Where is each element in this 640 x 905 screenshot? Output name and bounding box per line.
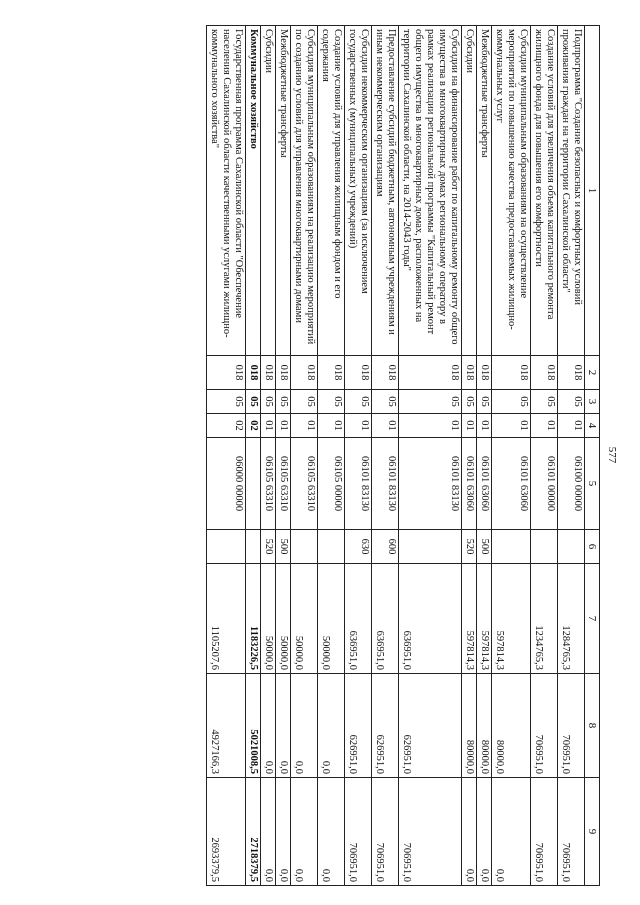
expense-type-cell: 520 xyxy=(462,530,477,564)
row-name-cell: Создание условий для управления жилищным фондом и его содержания xyxy=(318,26,345,356)
column-header: 2 xyxy=(585,356,600,390)
amount-year1-cell: 50000,0 xyxy=(291,564,318,674)
column-header: 3 xyxy=(585,390,600,414)
amount-year1-cell: 1234765,3 xyxy=(531,564,558,674)
target-article-cell: 06101 83130 xyxy=(372,438,399,530)
column-header: 4 xyxy=(585,414,600,438)
row-name-cell: Субсидии xyxy=(261,26,276,356)
expense-type-cell: 500 xyxy=(276,530,291,564)
row-name-cell: Межбюджетные трансферты xyxy=(276,26,291,356)
amount-year1-cell: 597814,3 xyxy=(492,564,531,674)
row-name-cell: Субсидии xyxy=(462,26,477,356)
amount-year3-cell: 0,0 xyxy=(492,778,531,886)
amount-year1-cell: 50000,0 xyxy=(318,564,345,674)
ministry-code-cell: 018 xyxy=(399,356,462,390)
subsection-code-cell: 01 xyxy=(492,414,531,438)
subsection-code-cell: 02 xyxy=(207,414,246,438)
amount-year1-cell: 597814,3 xyxy=(462,564,477,674)
amount-year2-cell: 626951,0 xyxy=(372,674,399,778)
section-code-cell: 05 xyxy=(492,390,531,414)
amount-year3-cell: 0,0 xyxy=(462,778,477,886)
section-code-cell: 05 xyxy=(345,390,372,414)
subsection-code-cell: 01 xyxy=(276,414,291,438)
amount-year1-cell: 636951,0 xyxy=(345,564,372,674)
amount-year1-cell: 1183226,5 xyxy=(246,564,261,674)
amount-year3-cell: 0,0 xyxy=(261,778,276,886)
subsection-code-cell: 01 xyxy=(318,414,345,438)
row-name-cell: Субсидия муниципальным образованиям на реализацию мероприятий по созданию условий для управления многоквартирными домами xyxy=(291,26,318,356)
section-code-cell: 05 xyxy=(207,390,246,414)
subsection-code-cell: 01 xyxy=(291,414,318,438)
subsection-code-cell: 01 xyxy=(462,414,477,438)
amount-year2-cell: 0,0 xyxy=(261,674,276,778)
table-row xyxy=(372,26,399,886)
table-row xyxy=(246,26,261,886)
column-header: 8 xyxy=(585,674,600,778)
ministry-code-cell: 018 xyxy=(246,356,261,390)
ministry-code-cell: 018 xyxy=(291,356,318,390)
section-code-cell: 05 xyxy=(318,390,345,414)
column-header: 5 xyxy=(585,438,600,530)
section-code-cell: 05 xyxy=(291,390,318,414)
section-code-cell: 05 xyxy=(558,390,585,414)
ministry-code-cell: 018 xyxy=(207,356,246,390)
row-name-cell: Подпрограмма "Создание безопасных и комфортных условий проживания граждан на территории Сахалинской области" xyxy=(558,26,585,356)
page-number: 577 xyxy=(606,446,618,464)
budget-table xyxy=(206,25,600,886)
target-article-cell xyxy=(246,438,261,530)
amount-year2-cell: 80000,0 xyxy=(477,674,492,778)
subsection-code-cell: 01 xyxy=(261,414,276,438)
subsection-code-cell: 01 xyxy=(558,414,585,438)
amount-year2-cell: 4927166,3 xyxy=(207,674,246,778)
target-article-cell: 06101 00000 xyxy=(531,438,558,530)
amount-year2-cell: 80000,0 xyxy=(492,674,531,778)
expense-type-cell xyxy=(318,530,345,564)
table-row xyxy=(207,26,246,886)
amount-year2-cell: 80000,0 xyxy=(462,674,477,778)
table-row xyxy=(276,26,291,886)
amount-year3-cell: 706951,0 xyxy=(558,778,585,886)
ministry-code-cell: 018 xyxy=(261,356,276,390)
expense-type-cell xyxy=(399,530,462,564)
amount-year3-cell: 2718379,5 xyxy=(246,778,261,886)
target-article-cell: 06000 00000 xyxy=(207,438,246,530)
target-article-cell: 06101 83130 xyxy=(345,438,372,530)
target-article-cell: 06101 63060 xyxy=(462,438,477,530)
expense-type-cell xyxy=(558,530,585,564)
amount-year2-cell: 0,0 xyxy=(291,674,318,778)
expense-type-cell: 600 xyxy=(372,530,399,564)
subsection-code-cell: 01 xyxy=(345,414,372,438)
row-name-cell: Субсидии некоммерческим организациям (за исключением государственных (муниципальных) учреждений) xyxy=(345,26,372,356)
row-name-cell: Субсидии муниципальным образованиям на осуществление мероприятий по повышению качества предоставляемых жилищно-коммунальных услуг xyxy=(492,26,531,356)
amount-year1-cell: 1284765,3 xyxy=(558,564,585,674)
amount-year1-cell: 50000,0 xyxy=(276,564,291,674)
table-row xyxy=(399,26,462,886)
target-article-cell: 06101 83130 xyxy=(399,438,462,530)
amount-year2-cell: 706951,0 xyxy=(531,674,558,778)
table-row xyxy=(477,26,492,886)
ministry-code-cell: 018 xyxy=(276,356,291,390)
subsection-code-cell: 01 xyxy=(477,414,492,438)
table-row xyxy=(558,26,585,886)
column-header: 7 xyxy=(585,564,600,674)
section-code-cell: 05 xyxy=(372,390,399,414)
amount-year1-cell: 597814,3 xyxy=(477,564,492,674)
target-article-cell: 06105 63310 xyxy=(291,438,318,530)
expense-type-cell: 630 xyxy=(345,530,372,564)
row-name-cell: Межбюджетные трансферты xyxy=(477,26,492,356)
ministry-code-cell: 018 xyxy=(492,356,531,390)
section-code-cell: 05 xyxy=(531,390,558,414)
table-row xyxy=(531,26,558,886)
amount-year3-cell: 706951,0 xyxy=(372,778,399,886)
amount-year3-cell: 0,0 xyxy=(318,778,345,886)
ministry-code-cell: 018 xyxy=(477,356,492,390)
amount-year2-cell: 0,0 xyxy=(318,674,345,778)
section-code-cell: 05 xyxy=(462,390,477,414)
table-row xyxy=(345,26,372,886)
section-code-cell: 05 xyxy=(261,390,276,414)
amount-year2-cell: 0,0 xyxy=(276,674,291,778)
column-header: 1 xyxy=(585,26,600,356)
expense-type-cell: 500 xyxy=(477,530,492,564)
row-name-cell: Создание условий для увеличения объема капитального ремонта жилищного фонда для повышения его комфортности xyxy=(531,26,558,356)
target-article-cell: 06101 63060 xyxy=(492,438,531,530)
amount-year3-cell: 706951,0 xyxy=(345,778,372,886)
rotated-document-page xyxy=(40,25,618,885)
section-code-cell: 05 xyxy=(477,390,492,414)
subsection-code-cell: 01 xyxy=(531,414,558,438)
expense-type-cell: 520 xyxy=(261,530,276,564)
table-header-row xyxy=(585,26,600,886)
ministry-code-cell: 018 xyxy=(531,356,558,390)
subsection-code-cell: 01 xyxy=(399,414,462,438)
subsection-code-cell: 02 xyxy=(246,414,261,438)
ministry-code-cell: 018 xyxy=(462,356,477,390)
section-code-cell: 05 xyxy=(399,390,462,414)
ministry-code-cell: 018 xyxy=(345,356,372,390)
amount-year1-cell: 1105207,6 xyxy=(207,564,246,674)
column-header: 9 xyxy=(585,778,600,886)
amount-year2-cell: 626951,0 xyxy=(345,674,372,778)
amount-year1-cell: 50000,0 xyxy=(261,564,276,674)
amount-year3-cell: 2693379,5 xyxy=(207,778,246,886)
amount-year3-cell: 706951,0 xyxy=(531,778,558,886)
table-row xyxy=(462,26,477,886)
row-name-cell: Субсидии на финансирование работ по капитальному ремонту общего имущества в многоквартирных домах региональному оператору в рамках реализации региональной программы "Капитальный ремонт общего имущества в многоквартирных домах, расположенных на территории Сахалинской области, на 2014-2043 годы" xyxy=(399,26,462,356)
row-name-cell: Предоставление субсидий бюджетным, автономным учреждениям и иным некоммерческим организациям xyxy=(372,26,399,356)
table-row xyxy=(318,26,345,886)
target-article-cell: 06105 00000 xyxy=(318,438,345,530)
row-name-cell: Коммунальное хозяйство xyxy=(246,26,261,356)
amount-year3-cell: 0,0 xyxy=(276,778,291,886)
expense-type-cell xyxy=(291,530,318,564)
section-code-cell: 05 xyxy=(246,390,261,414)
column-header: 6 xyxy=(585,530,600,564)
expense-type-cell xyxy=(492,530,531,564)
amount-year2-cell: 626951,0 xyxy=(399,674,462,778)
amount-year1-cell: 636951,0 xyxy=(399,564,462,674)
amount-year3-cell: 706951,0 xyxy=(399,778,462,886)
amount-year3-cell: 0,0 xyxy=(477,778,492,886)
amount-year2-cell: 5021008,5 xyxy=(246,674,261,778)
target-article-cell: 06105 63310 xyxy=(261,438,276,530)
amount-year1-cell: 636951,0 xyxy=(372,564,399,674)
table-row xyxy=(492,26,531,886)
table-row xyxy=(261,26,276,886)
amount-year3-cell: 0,0 xyxy=(291,778,318,886)
expense-type-cell xyxy=(246,530,261,564)
expense-type-cell xyxy=(207,530,246,564)
amount-year2-cell: 706951,0 xyxy=(558,674,585,778)
table-row xyxy=(291,26,318,886)
section-code-cell: 05 xyxy=(276,390,291,414)
ministry-code-cell: 018 xyxy=(558,356,585,390)
target-article-cell: 06101 63060 xyxy=(477,438,492,530)
subsection-code-cell: 01 xyxy=(372,414,399,438)
ministry-code-cell: 018 xyxy=(318,356,345,390)
target-article-cell: 06105 63310 xyxy=(276,438,291,530)
ministry-code-cell: 018 xyxy=(372,356,399,390)
row-name-cell: Государственная программа Сахалинской области "Обеспечение населения Сахалинской области качественными услугами жилищно-коммунального хозяйства" xyxy=(207,26,246,356)
target-article-cell: 06100 00000 xyxy=(558,438,585,530)
expense-type-cell xyxy=(531,530,558,564)
